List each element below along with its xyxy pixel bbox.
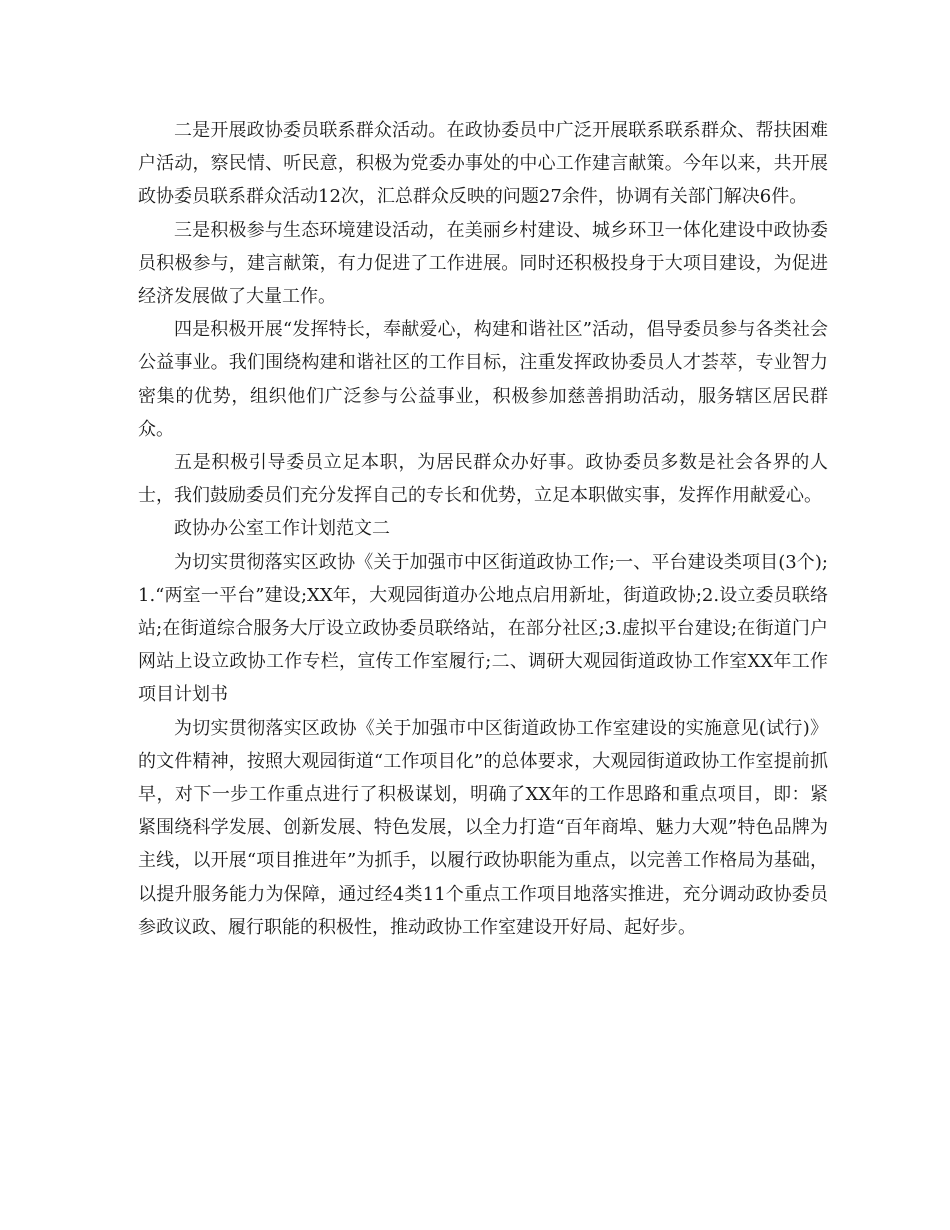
- paragraph-platform-projects: 为切实贯彻落实区政协《关于加强市中区街道政协工作;一、平台建设类项目(3个);1.“两室一平台”建设;XX年，大观园街道办公地点启用新址，街道政协;2.设立委员联络站;在街道综合服务大厅设立政协委员联络站，在部分社区;3.虚拟平台建设;在街道门户网站上设立政协工作专栏，宣传工作室履行;二、调研大观园街道政协工作室XX年工作项目计划书: [138, 551, 828, 706]
- paragraph-outreach-activities: 二是开展政协委员联系群众活动。在政协委员中广泛开展联系联系群众、帮扶困难户活动，察民情、听民意，积极为党委办事处的中心工作建言献策。今年以来，共开展政协委员联系群众活动12次，汇总群众反映的问题27余件，协调有关部门解决6件。: [138, 120, 828, 208]
- paragraph-work-plan: 为切实贯彻落实区政协《关于加强市中区街道政协工作室建设的实施意见(试行)》的文件精神，按照大观园街道“工作项目化”的总体要求，大观园街道政协工作室提前抓早，对下一步工作重点进行了积极谋划，明确了XX年的工作思路和重点项目，即：紧紧围绕科学发展、创新发展、特色发展，以全力打造“百年商埠、魅力大观”特色品牌为主线，以开展“项目推进年”为抓手，以履行政协职能为重点，以完善工作格局为基础，以提升服务能力为保障，通过经4类11个重点工作项目地落实推进，充分调动政协委员参政议政、履行职能的积极性，推动政协工作室建设开好局、起好步。: [138, 717, 828, 938]
- document-body: [138, 114, 828, 944]
- paragraph-public-welfare: 四是积极开展“发挥特长，奉献爱心，构建和谐社区”活动，倡导委员参与各类社会公益事业。我们围绕构建和谐社区的工作目标，注重发挥政协委员人才荟萃，专业智力密集的优势，组织他们广泛参与公益事业，积极参加慈善捐助活动，服务辖区居民群众。: [138, 319, 828, 440]
- section-heading-sample-two: 政协办公室工作计划范文二: [174, 518, 390, 540]
- paragraph-serve-residents: 五是积极引导委员立足本职，为居民群众办好事。政协委员多数是社会各界的人士，我们鼓励委员们充分发挥自己的专长和优势，立足本职做实事，发挥作用献爱心。: [138, 452, 828, 507]
- paragraph-ecological-construction: 三是积极参与生态环境建设活动，在美丽乡村建设、城乡环卫一体化建设中政协委员积极参与，建言献策，有力促进了工作进展。同时还积极投身于大项目建设，为促进经济发展做了大量工作。: [138, 219, 828, 308]
